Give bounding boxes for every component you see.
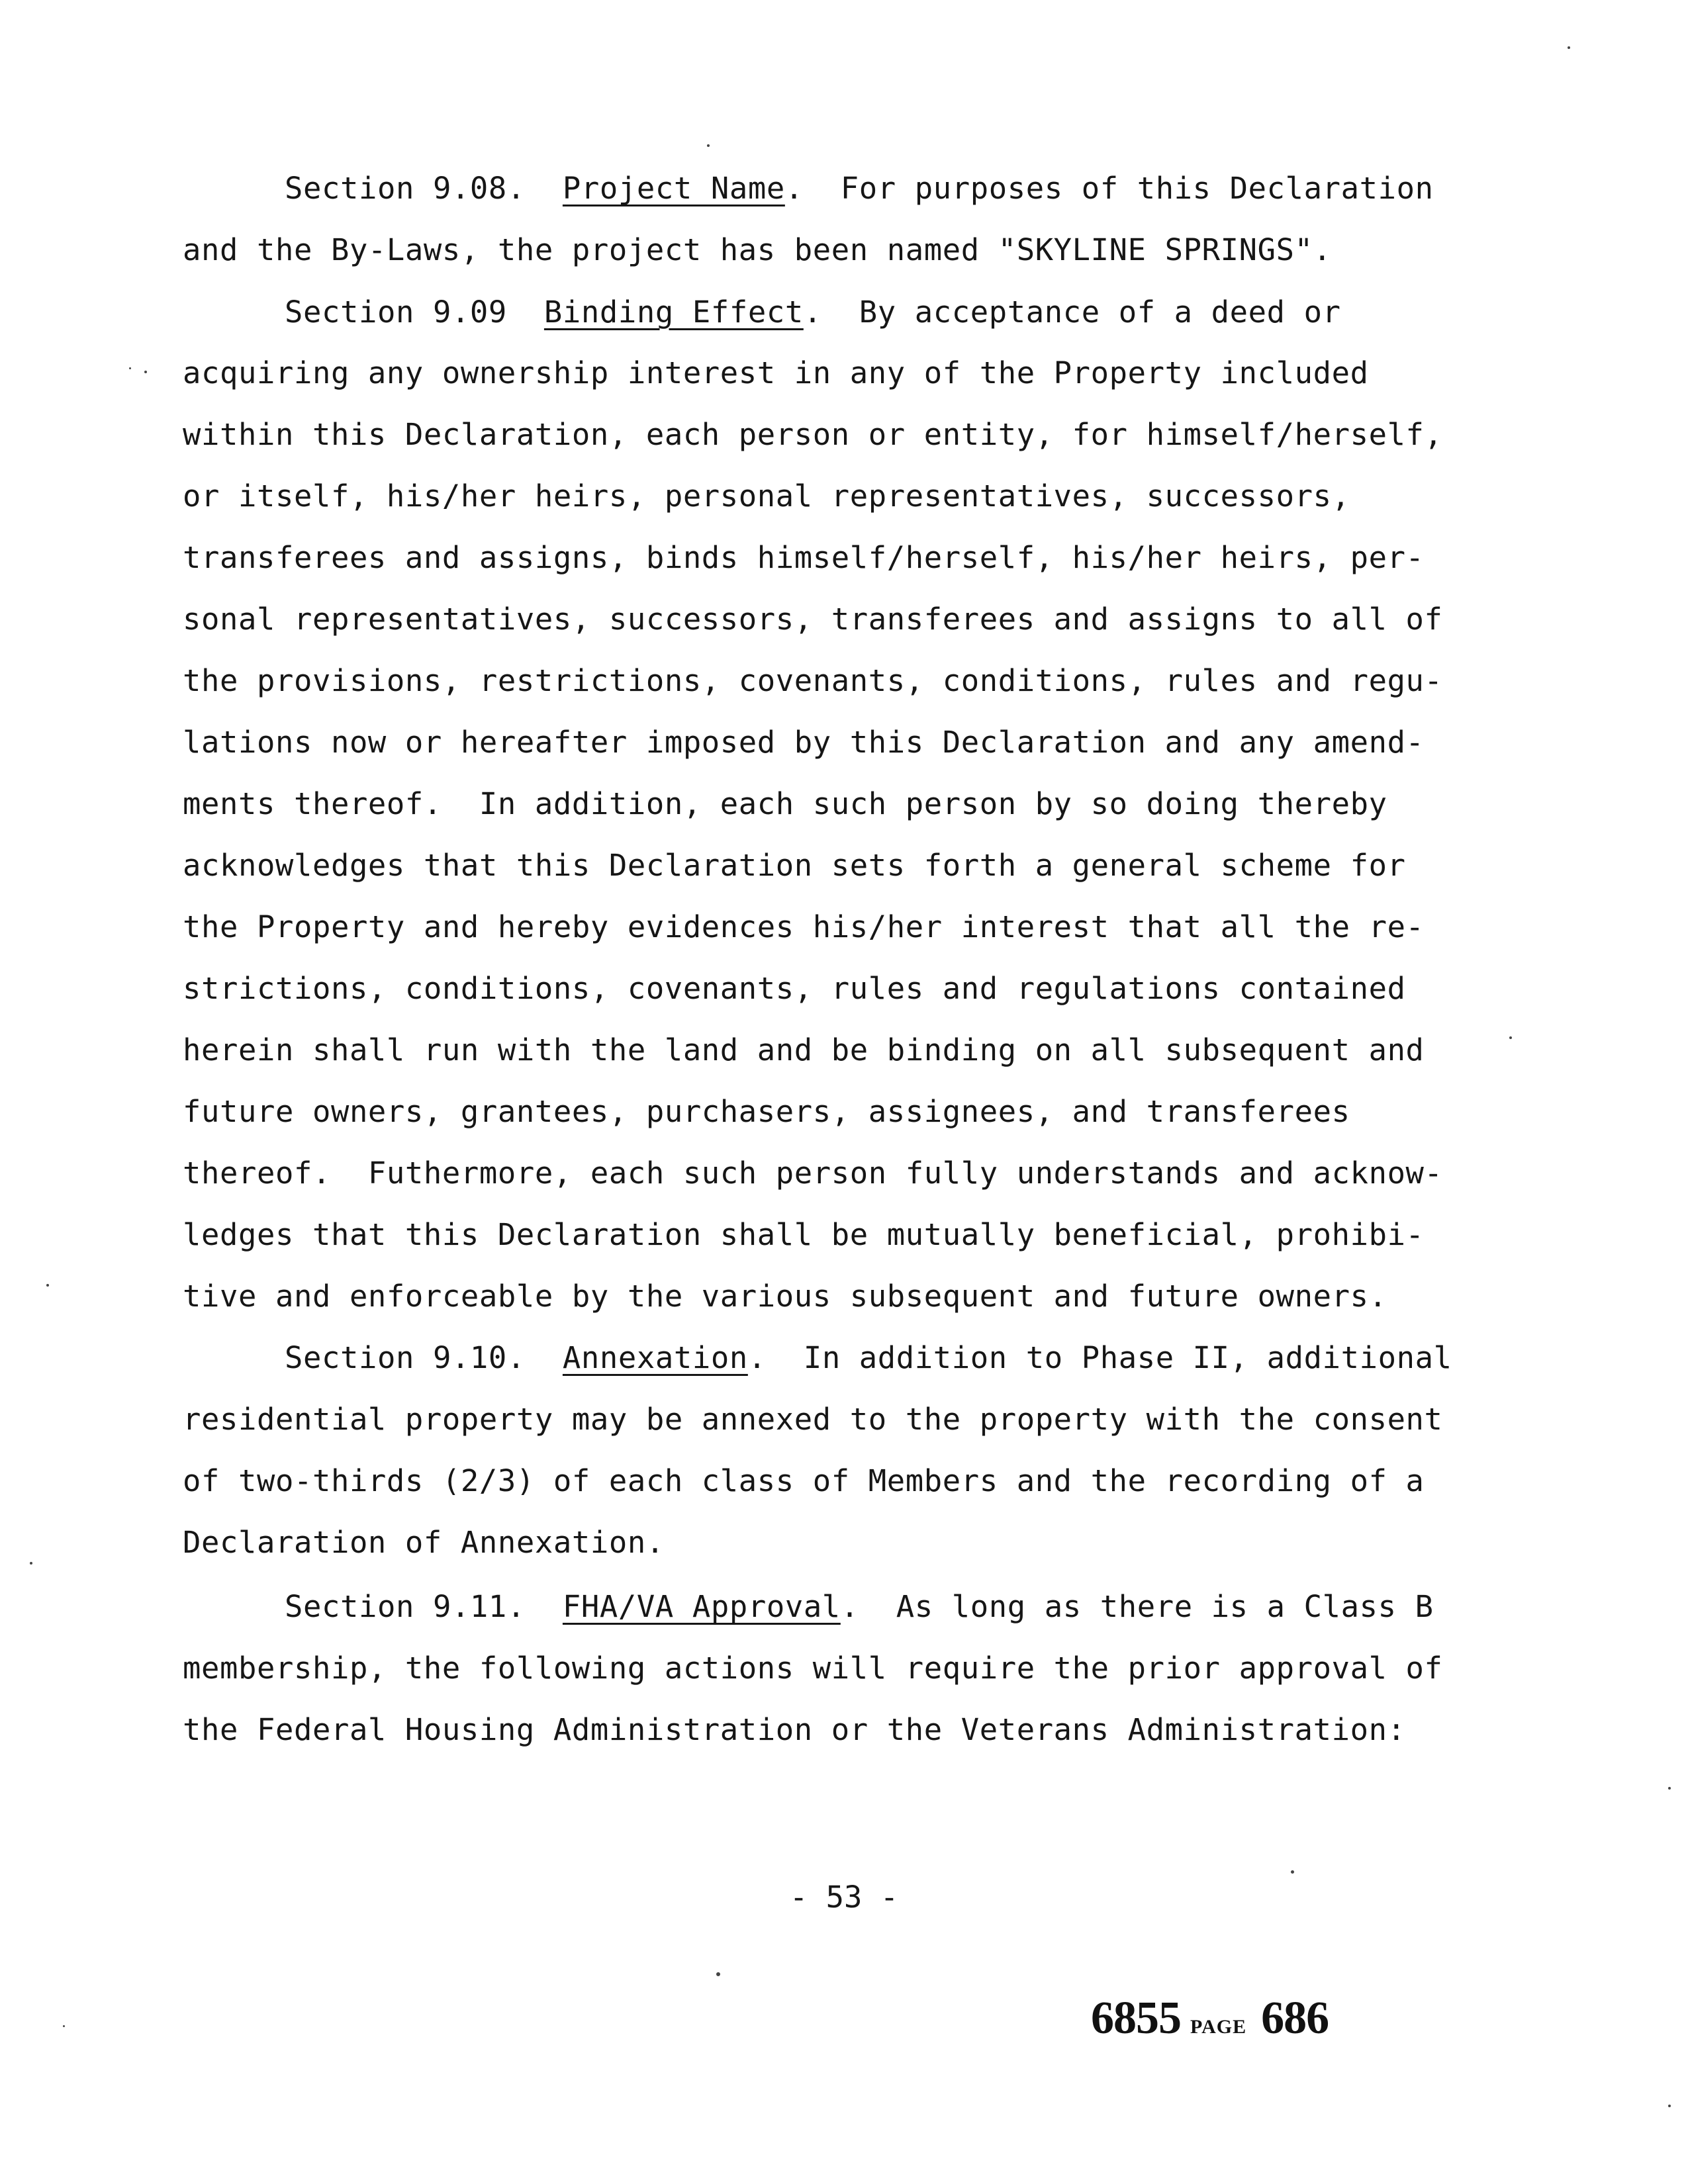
- scan-speck: [63, 2025, 65, 2027]
- section-title-annexation: Annexation: [562, 1340, 748, 1375]
- text-line: acknowledges that this Declaration sets forth a general scheme for: [183, 848, 1406, 883]
- section-title-binding-effect: Binding Effect: [543, 295, 804, 330]
- page-number: - 53 -: [789, 1880, 899, 1915]
- section-9-09-heading-line: Section 9.09 Binding Effect. By acceptance of a deed or: [285, 295, 1341, 330]
- book-number: 6855: [1091, 1993, 1181, 2044]
- text-line: residential property may be annexed to the property with the consent: [183, 1402, 1443, 1437]
- text-line: the Property and hereby evidences his/her interest that all the re-: [183, 909, 1425, 944]
- text-line: and the By-Laws, the project has been named "SKYLINE SPRINGS".: [183, 232, 1332, 267]
- scan-speck: [1668, 1787, 1671, 1790]
- scan-speck: [1668, 2105, 1671, 2107]
- scan-speck: [1509, 1036, 1512, 1039]
- text-line: lations now or hereafter imposed by this Declaration and any amend-: [183, 725, 1425, 760]
- text-line: membership, the following actions will require the prior approval of: [183, 1651, 1443, 1686]
- book-page-number: 686: [1261, 1993, 1329, 2044]
- scan-speck: [46, 1284, 49, 1287]
- text-line: acquiring any ownership interest in any of the Property included: [183, 355, 1369, 390]
- text-line: thereof. Futhermore, each such person fully understands and acknow-: [183, 1156, 1443, 1191]
- text-line: ments thereof. In addition, each such person by so doing thereby: [183, 786, 1387, 821]
- text-line: within this Declaration, each person or entity, for himself/herself,: [183, 417, 1443, 452]
- book-page-stamp: [1091, 1992, 1329, 2045]
- text-line: future owners, grantees, purchasers, assignees, and transferees: [183, 1094, 1350, 1129]
- text-line: sonal representatives, successors, transferees and assigns to all of: [183, 602, 1443, 637]
- section-title-project-name: Project Name: [562, 171, 785, 206]
- text-line: transferees and assigns, binds himself/herself, his/her heirs, per-: [183, 540, 1425, 575]
- text-line: Declaration of Annexation.: [183, 1525, 665, 1560]
- text-line: the provisions, restrictions, covenants, conditions, rules and regu-: [183, 663, 1443, 698]
- scan-speck: [716, 1972, 720, 1976]
- text-line: or itself, his/her heirs, personal representatives, successors,: [183, 478, 1350, 514]
- scan-speck: [707, 144, 710, 147]
- scan-speck: [30, 1562, 32, 1565]
- text-line: herein shall run with the land and be binding on all subsequent and: [183, 1032, 1425, 1068]
- section-9-08-heading-line: Section 9.08. Project Name. For purposes of this Declaration: [285, 171, 1434, 206]
- text-line: ledges that this Declaration shall be mutually beneficial, prohibi-: [183, 1217, 1425, 1252]
- scan-speck: [144, 371, 147, 373]
- text-line: the Federal Housing Administration or the Veterans Administration:: [183, 1712, 1406, 1747]
- scan-speck: [129, 367, 131, 369]
- page-label: PAGE: [1190, 2016, 1247, 2038]
- text-line: tive and enforceable by the various subsequent and future owners.: [183, 1279, 1387, 1314]
- scan-speck: [1291, 1870, 1294, 1874]
- section-9-11-heading-line: Section 9.11. FHA/VA Approval. As long as there is a Class B: [285, 1589, 1434, 1624]
- section-title-fha-va-approval: FHA/VA Approval: [562, 1589, 841, 1624]
- text-line: of two-thirds (2/3) of each class of Members and the recording of a: [183, 1463, 1425, 1498]
- text-line: strictions, conditions, covenants, rules and regulations contained: [183, 971, 1406, 1006]
- section-9-10-heading-line: Section 9.10. Annexation. In addition to Phase II, additional: [285, 1340, 1452, 1375]
- scan-speck: [1568, 46, 1570, 49]
